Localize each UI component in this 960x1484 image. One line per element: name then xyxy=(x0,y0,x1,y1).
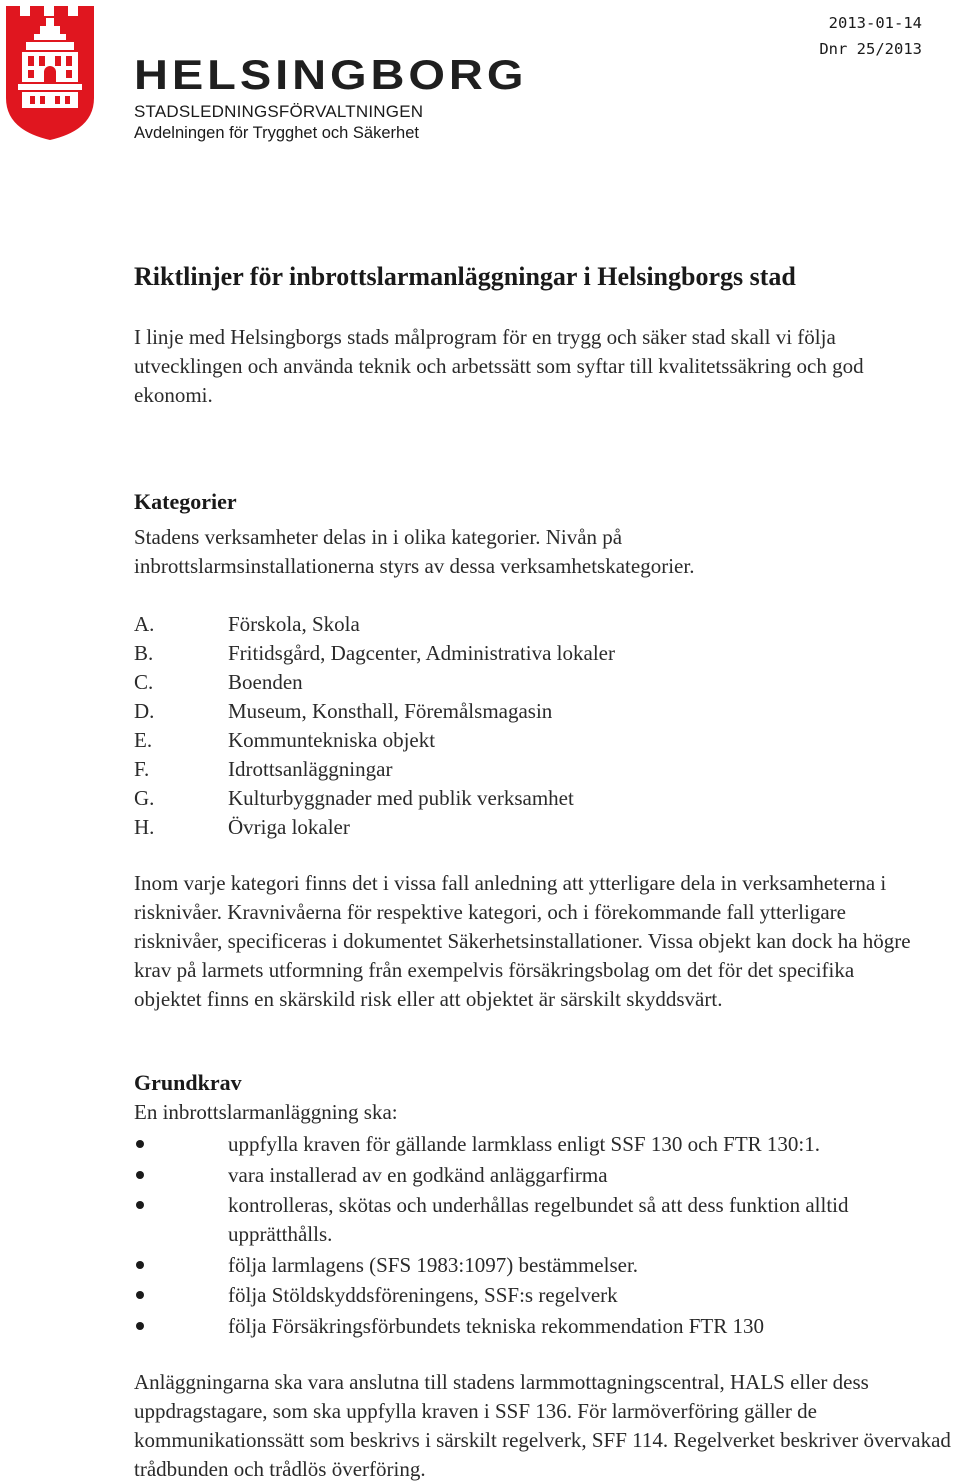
category-item xyxy=(134,813,615,842)
category-letter: D. xyxy=(134,699,155,723)
category-item xyxy=(134,726,615,755)
requirements-list xyxy=(134,1130,928,1342)
requirement-text: följa Försäkringsförbundets tekniska rekommendation FTR 130 xyxy=(228,1313,765,1338)
category-label: Förskola, Skola xyxy=(228,612,360,636)
category-item xyxy=(134,784,615,813)
category-letter: B. xyxy=(134,641,154,665)
document-date: 2013-01-14 xyxy=(828,14,922,32)
bullet-icon xyxy=(136,1201,144,1209)
requirement-text: kontrolleras, skötas och underhållas regelbundet så att dess funktion alltid upprätthålls. xyxy=(228,1193,849,1246)
brand-block xyxy=(134,51,528,143)
page-title: Riktlinjer för inbrottslarmanläggningar i Helsingborgs stad xyxy=(134,262,796,291)
requirement-text: följa larmlagens (SFS 1983:1097) bestämmelser. xyxy=(228,1252,639,1277)
category-label: Övriga lokaler xyxy=(228,815,350,839)
bullet-icon xyxy=(136,1171,144,1179)
requirement-item xyxy=(134,1312,928,1341)
division-name: Avdelningen för Trygghet och Säkerhet xyxy=(134,124,419,142)
category-label: Fritidsgård, Dagcenter, Administrativa lokaler xyxy=(228,641,615,665)
bullet-icon xyxy=(136,1291,144,1299)
category-label: Boenden xyxy=(228,670,303,694)
grundkrav-lead: En inbrottslarmanläggning ska: xyxy=(134,1100,398,1124)
document-dnr: Dnr 25/2013 xyxy=(819,40,922,58)
category-letter: G. xyxy=(134,786,155,810)
category-letter: C. xyxy=(134,670,154,694)
category-label: Idrottsanläggningar xyxy=(228,757,393,781)
bullet-icon xyxy=(136,1140,144,1148)
category-item xyxy=(134,755,615,784)
brand-name: HELSINGBORG xyxy=(134,51,528,98)
category-letter: F. xyxy=(134,757,150,781)
category-label: Kulturbyggnader med publik verksamhet xyxy=(228,786,574,810)
requirement-item xyxy=(134,1281,928,1310)
category-label: Museum, Konsthall, Föremålsmagasin xyxy=(228,699,553,723)
categories-outro: Inom varje kategori finns det i vissa fall anledning att ytterligare dela in verksamheterna i risknivåer. Kravnivåerna för respektive kategori, och i förekommande fall ytterligare risknivåer, specificeras i dokumentet Säkerhetsinstallationer. Vissa objekt kan dock ha högre krav på larmets utformning från exempelvis försäkringsbolag om det för det specifika objektet finns en skärskild risk eller att objektet är särskilt skyddsvärt. xyxy=(134,871,911,1011)
requirement-item xyxy=(134,1191,928,1249)
category-label: Kommuntekniska objekt xyxy=(228,728,436,752)
department-name: STADSLEDNINGSFÖRVALTNINGEN xyxy=(134,102,424,121)
closing-paragraph: Anläggningarna ska vara anslutna till stadens larmmottagningscentral, HALS eller dess uppdragstagare, som ska uppfylla kraven i SSF 136. För larmöverföring gäller de kommunikationssätt som beskrivs i särskilt regelverk, SFF 114. Regelverket beskriver övervakad trådbunden och trådlös överföring. xyxy=(134,1370,951,1481)
requirement-item xyxy=(134,1161,928,1190)
requirement-item xyxy=(134,1130,928,1159)
category-letter: H. xyxy=(134,815,155,839)
helsingborg-crest-logo xyxy=(4,4,96,142)
category-item xyxy=(134,668,615,697)
categories-heading: Kategorier xyxy=(134,489,237,514)
category-letter: A. xyxy=(134,612,155,636)
category-item xyxy=(134,697,615,726)
bullet-icon xyxy=(136,1322,144,1330)
categories-intro: Stadens verksamheter delas in i olika kategorier. Nivån på inbrottslarmsinstallationerna styrs av dessa verksamhetskategorier. xyxy=(134,525,695,578)
bullet-icon xyxy=(136,1261,144,1269)
category-list xyxy=(134,610,615,842)
requirement-text: vara installerad av en godkänd anläggarfirma xyxy=(228,1162,608,1187)
requirement-text: uppfylla kraven för gällande larmklass enligt SSF 130 och FTR 130:1. xyxy=(228,1132,820,1156)
category-item xyxy=(134,639,615,668)
requirement-item xyxy=(134,1251,928,1280)
document-meta xyxy=(819,10,922,62)
requirement-text: följa Stöldskyddsföreningens, SSF:s regelverk xyxy=(228,1283,618,1307)
category-letter: E. xyxy=(134,728,153,752)
category-item xyxy=(134,610,615,639)
intro-paragraph: I linje med Helsingborgs stads målprogram för en trygg och säker stad skall vi följa utvecklingen och använda teknik och arbetssätt som syftar till kvalitetssäkring och god ekonomi. xyxy=(134,325,864,407)
grundkrav-heading: Grundkrav xyxy=(134,1070,242,1095)
